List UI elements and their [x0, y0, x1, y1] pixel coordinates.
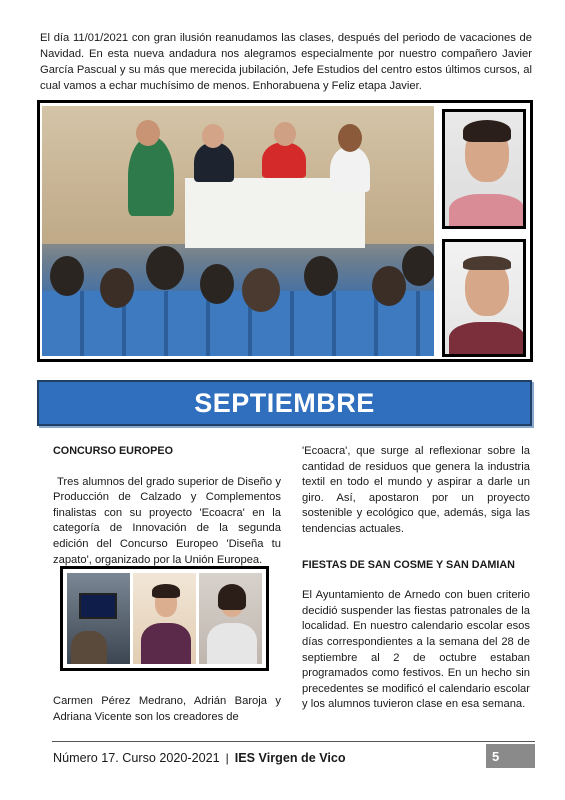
section-title: SEPTIEMBRE [194, 387, 375, 418]
intro-paragraph: El día 11/01/2021 con gran ilusión reanudamos las clases, después del periodo de vacaciones de Navidad. En esta nueva andadura nos alegramos especialmente por nuestro compañero Javier García Pascual y su más que merecida jubilación, Jefe Estudios del centro estos últimos cursos, al cual vamos a echar muchísimo de menos. Enhorabuena y Feliz etapa Javier. [40, 32, 532, 92]
contest-caption: Carmen Pérez Medrano, Adrián Baroja y Adriana Vicente son los creadores de [53, 695, 281, 723]
contest-continued: 'Ecoacra', que surge al reflexionar sobre la cantidad de residuos que genera la industria textil en todo el mundo y aspirar a darle un giro. Así, apostaron por un proyecto sostenible y ecológico que, además, siga las tendencias actuales. [302, 445, 530, 535]
footer-issue: Número 17. Curso 2020-2021 [53, 751, 220, 765]
festival-body: El Ayuntamiento de Arnedo con buen criterio decidió suspender las fiestas patronales de la localidad. En nuestro calendario escolar esos días correspondientes a la semana del 28 de septiembre al 2 de octubre estaban programados como festivos. En un hecho sin precedentes se modificó el calendario escolar y los alumnos tuvieron clase en esa semana. [302, 589, 530, 711]
portrait-photo-1 [442, 109, 526, 229]
left-column [53, 444, 281, 584]
footer-separator: | [225, 751, 229, 765]
student-photo-3 [199, 573, 262, 664]
meeting-photo [42, 106, 434, 356]
footer-school: IES Virgen de Vico [234, 751, 346, 765]
student-photo-1 [67, 573, 130, 664]
contest-heading: CONCURSO EUROPEO [53, 445, 173, 457]
page-number: 5 [486, 744, 535, 768]
students-photo [60, 566, 269, 671]
contest-body: Tres alumnos del grado superior de Diseño y Producción de Calzado y Complementos finalistas con su proyecto 'Ecoacra' en la categoría de Innovación de la segunda edición del Concurso Europeo 'Diseña tu zapato', organizado por la Unión Europea. [53, 475, 281, 566]
portrait-photo-2 [442, 239, 526, 357]
student-photo-2 [133, 573, 196, 664]
right-column [302, 444, 530, 729]
section-banner [37, 380, 532, 426]
photo-collage [37, 100, 533, 362]
footer-divider [52, 741, 535, 742]
festival-heading: FIESTAS DE SAN COSME Y SAN DAMIAN [302, 558, 515, 571]
footer [53, 748, 346, 768]
